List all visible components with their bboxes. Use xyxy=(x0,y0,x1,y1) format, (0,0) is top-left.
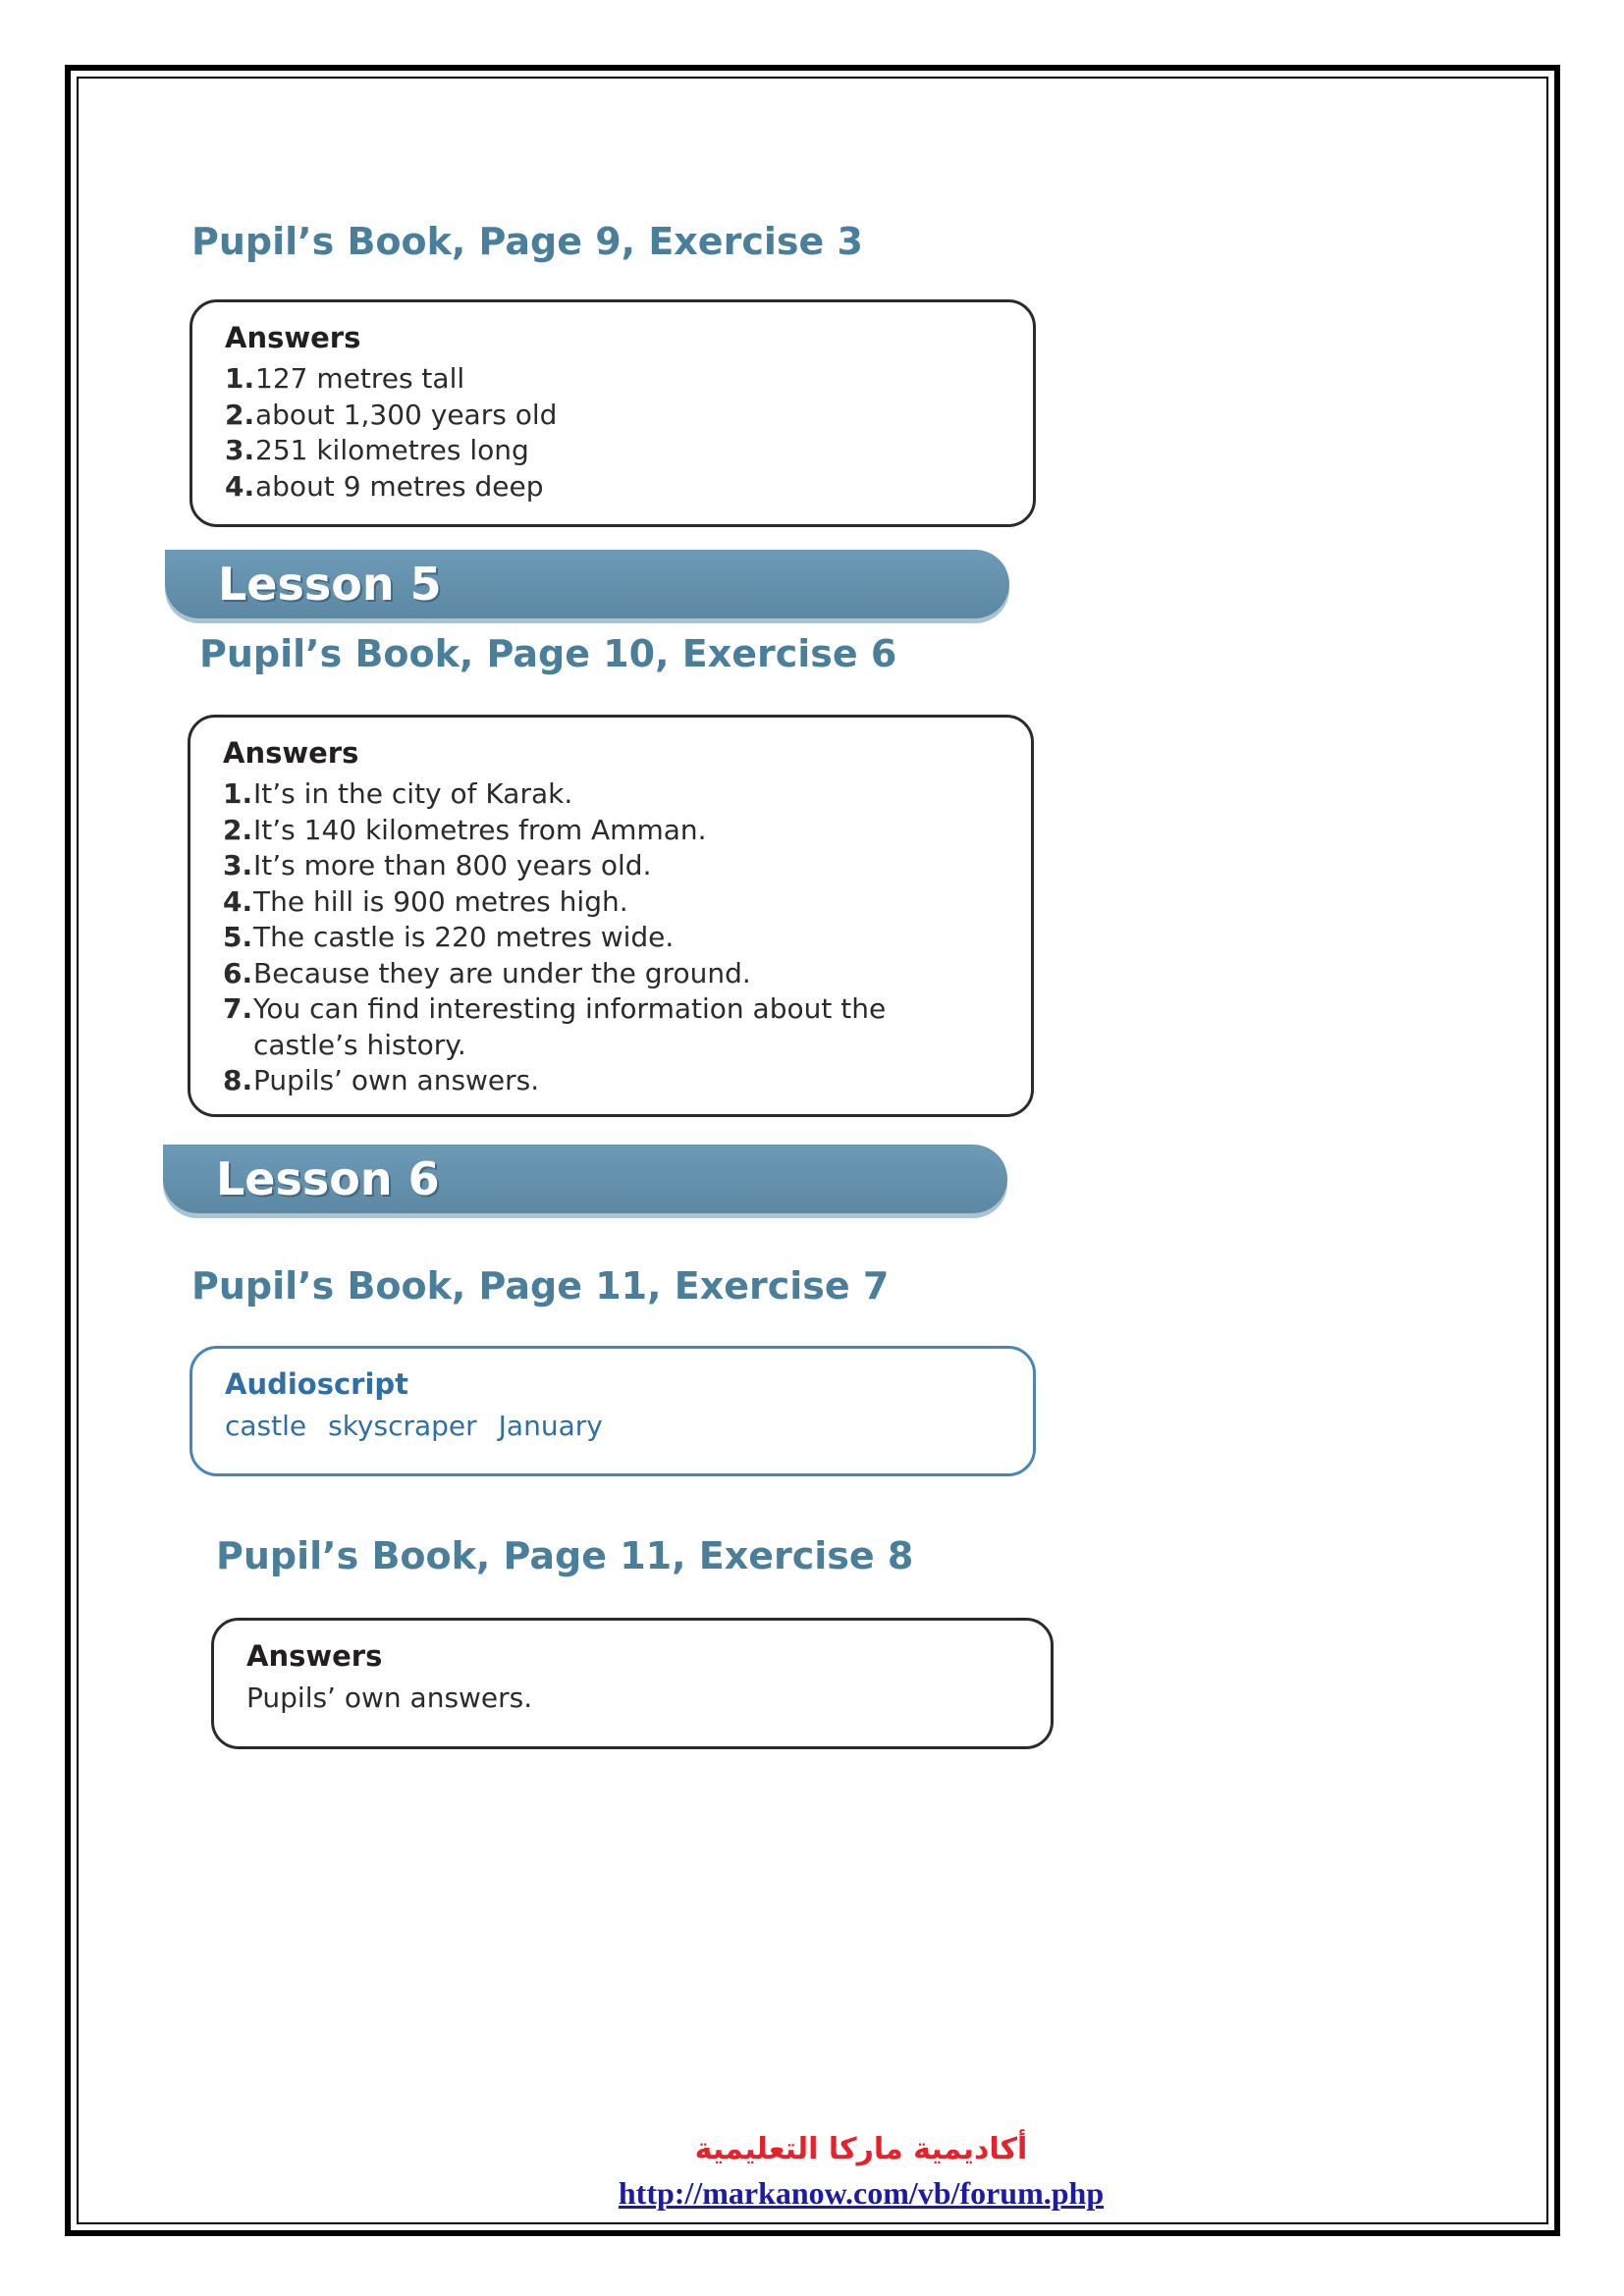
audioscript-word: skyscraper xyxy=(328,1410,477,1442)
list-item: 2.about 1,300 years old xyxy=(225,398,558,431)
list-item: 1.It’s in the city of Karak. xyxy=(223,777,573,810)
list-item: 7.You can find interesting information about the castle’s history. xyxy=(223,992,887,1061)
list-item: 8.Pupils’ own answers. xyxy=(223,1064,540,1096)
lesson-5-banner xyxy=(165,550,1009,618)
list-item: 3.It’s more than 800 years old. xyxy=(223,849,652,881)
section-heading-ex8: Pupil’s Book, Page 11, Exercise 8 xyxy=(216,1534,914,1577)
section-heading-ex7: Pupil’s Book, Page 11, Exercise 7 xyxy=(191,1264,890,1308)
lesson-6-banner xyxy=(163,1145,1007,1213)
answers-box-ex3 xyxy=(189,299,1036,527)
list-item: 3.251 kilometres long xyxy=(225,434,529,466)
box-title: Answers xyxy=(246,1639,383,1673)
list-item: 5.The castle is 220 metres wide. xyxy=(223,921,675,953)
audioscript-word: castle xyxy=(225,1410,307,1442)
section-heading-ex3: Pupil’s Book, Page 9, Exercise 3 xyxy=(191,220,863,263)
answers-box-ex6 xyxy=(188,715,1034,1117)
list-item: 4.The hill is 900 metres high. xyxy=(223,884,628,918)
list-item: 2.It’s 140 kilometres from Amman. xyxy=(223,813,707,846)
audioscript-word: January xyxy=(498,1410,603,1442)
lesson-title: Lesson 5 xyxy=(218,558,442,611)
box-title: Answers xyxy=(223,736,359,770)
lesson-title: Lesson 6 xyxy=(216,1152,440,1205)
list-item: 6.Because they are under the ground. xyxy=(223,956,751,989)
footer-forum-link[interactable]: http://markanow.com/vb/forum.php xyxy=(618,2175,1105,2211)
answer-text: Pupils’ own answers. xyxy=(246,1682,533,1714)
footer-academy-name: أكاديمية ماركا التعليمية xyxy=(694,2132,1028,2166)
box-title: Audioscript xyxy=(225,1367,409,1401)
audioscript-box-ex7 xyxy=(189,1346,1036,1476)
answers-box-ex8 xyxy=(211,1618,1054,1749)
section-heading-ex6: Pupil’s Book, Page 10, Exercise 6 xyxy=(199,632,897,675)
answers-list xyxy=(225,361,1033,505)
answers-list xyxy=(223,776,999,1099)
list-item: 4.about 9 metres deep xyxy=(225,469,544,503)
box-title: Answers xyxy=(225,321,361,354)
audioscript-words xyxy=(225,1408,1033,1445)
list-item: 1.127 metres tall xyxy=(225,362,465,395)
